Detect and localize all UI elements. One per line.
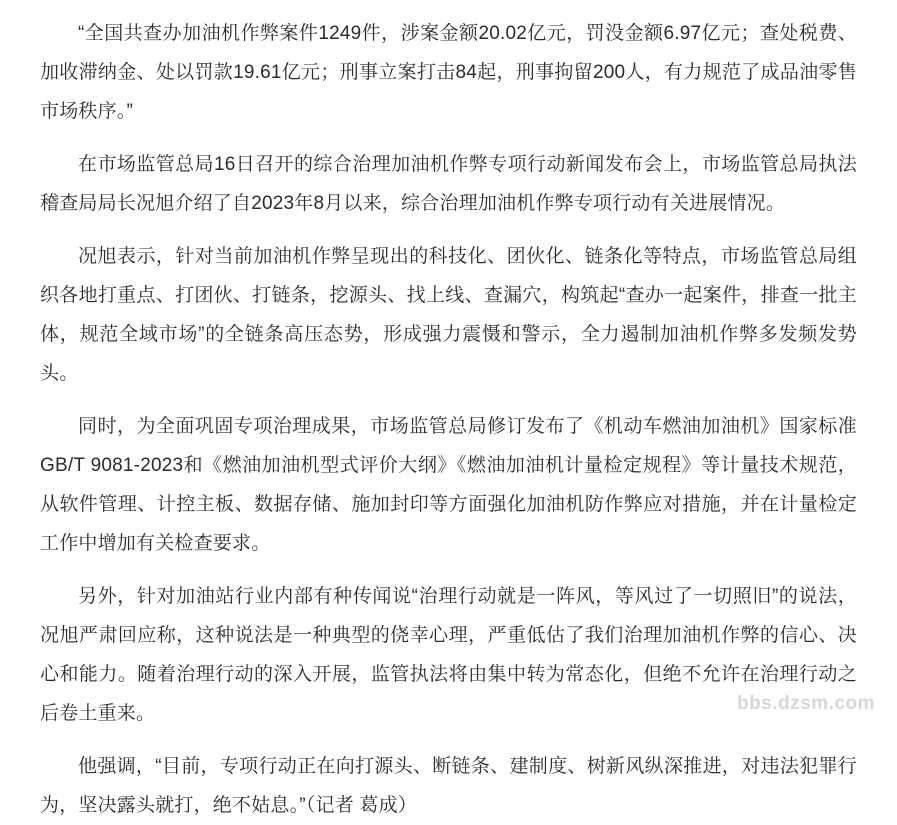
article-paragraph: “全国共查办加油机作弊案件1249件，涉案金额20.02亿元，罚没金额6.97亿元；查处税费、加收滞纳金、处以罚款19.61亿元；刑事立案打击84起，刑事拘留200人，有力规范了成品油零售市场秩序。” [40,23,857,122]
article-paragraph: 同时，为全面巩固专项治理成果，市场监管总局修订发布了《机动车燃油加油机》国家标准GB/T 9081-2023和《燃油加油机型式评价大纲》《燃油加油机计量检定规程》等计量技术规范，从软件管理、计控主板、数据存储、施加封印等方面强化加油机防作弊应对措施，并在计量检定工作中增加有关检查要求。 [40,416,857,554]
article-paragraph: 在市场监管总局16日召开的综合治理加油机作弊专项行动新闻发布会上，市场监管总局执法稽查局局长况旭介绍了自2023年8月以来，综合治理加油机作弊专项行动有关进展情况。 [40,154,857,214]
article-paragraph: 况旭表示，针对当前加油机作弊呈现出的科技化、团伙化、链条化等特点，市场监管总局组织各地打重点、打团伙、打链条，挖源头、找上线、查漏穴，构筑起“查办一起案件，排查一批主体，规范全域市场”的全链条高压态势，形成强力震慑和警示，全力遏制加油机作弊多发频发势头。 [40,246,857,384]
article-paragraph: 他强调，“目前，专项行动正在向打源头、断链条、建制度、树新风纵深推进，对违法犯罪行为，坚决露头就打，绝不姑息。”（记者 葛成） [40,756,857,816]
article-paragraph: 另外，针对加油站行业内部有种传闻说“治理行动就是一阵风，等风过了一切照旧”的说法，况旭严肃回应称，这种说法是一种典型的侥幸心理，严重低估了我们治理加油机作弊的信心、决心和能力。随着治理行动的深入开展，监管执法将由集中转为常态化，但绝不允许在治理行动之后卷土重来。 [40,586,857,724]
site-watermark: bbs.dzsm.com [737,693,875,714]
